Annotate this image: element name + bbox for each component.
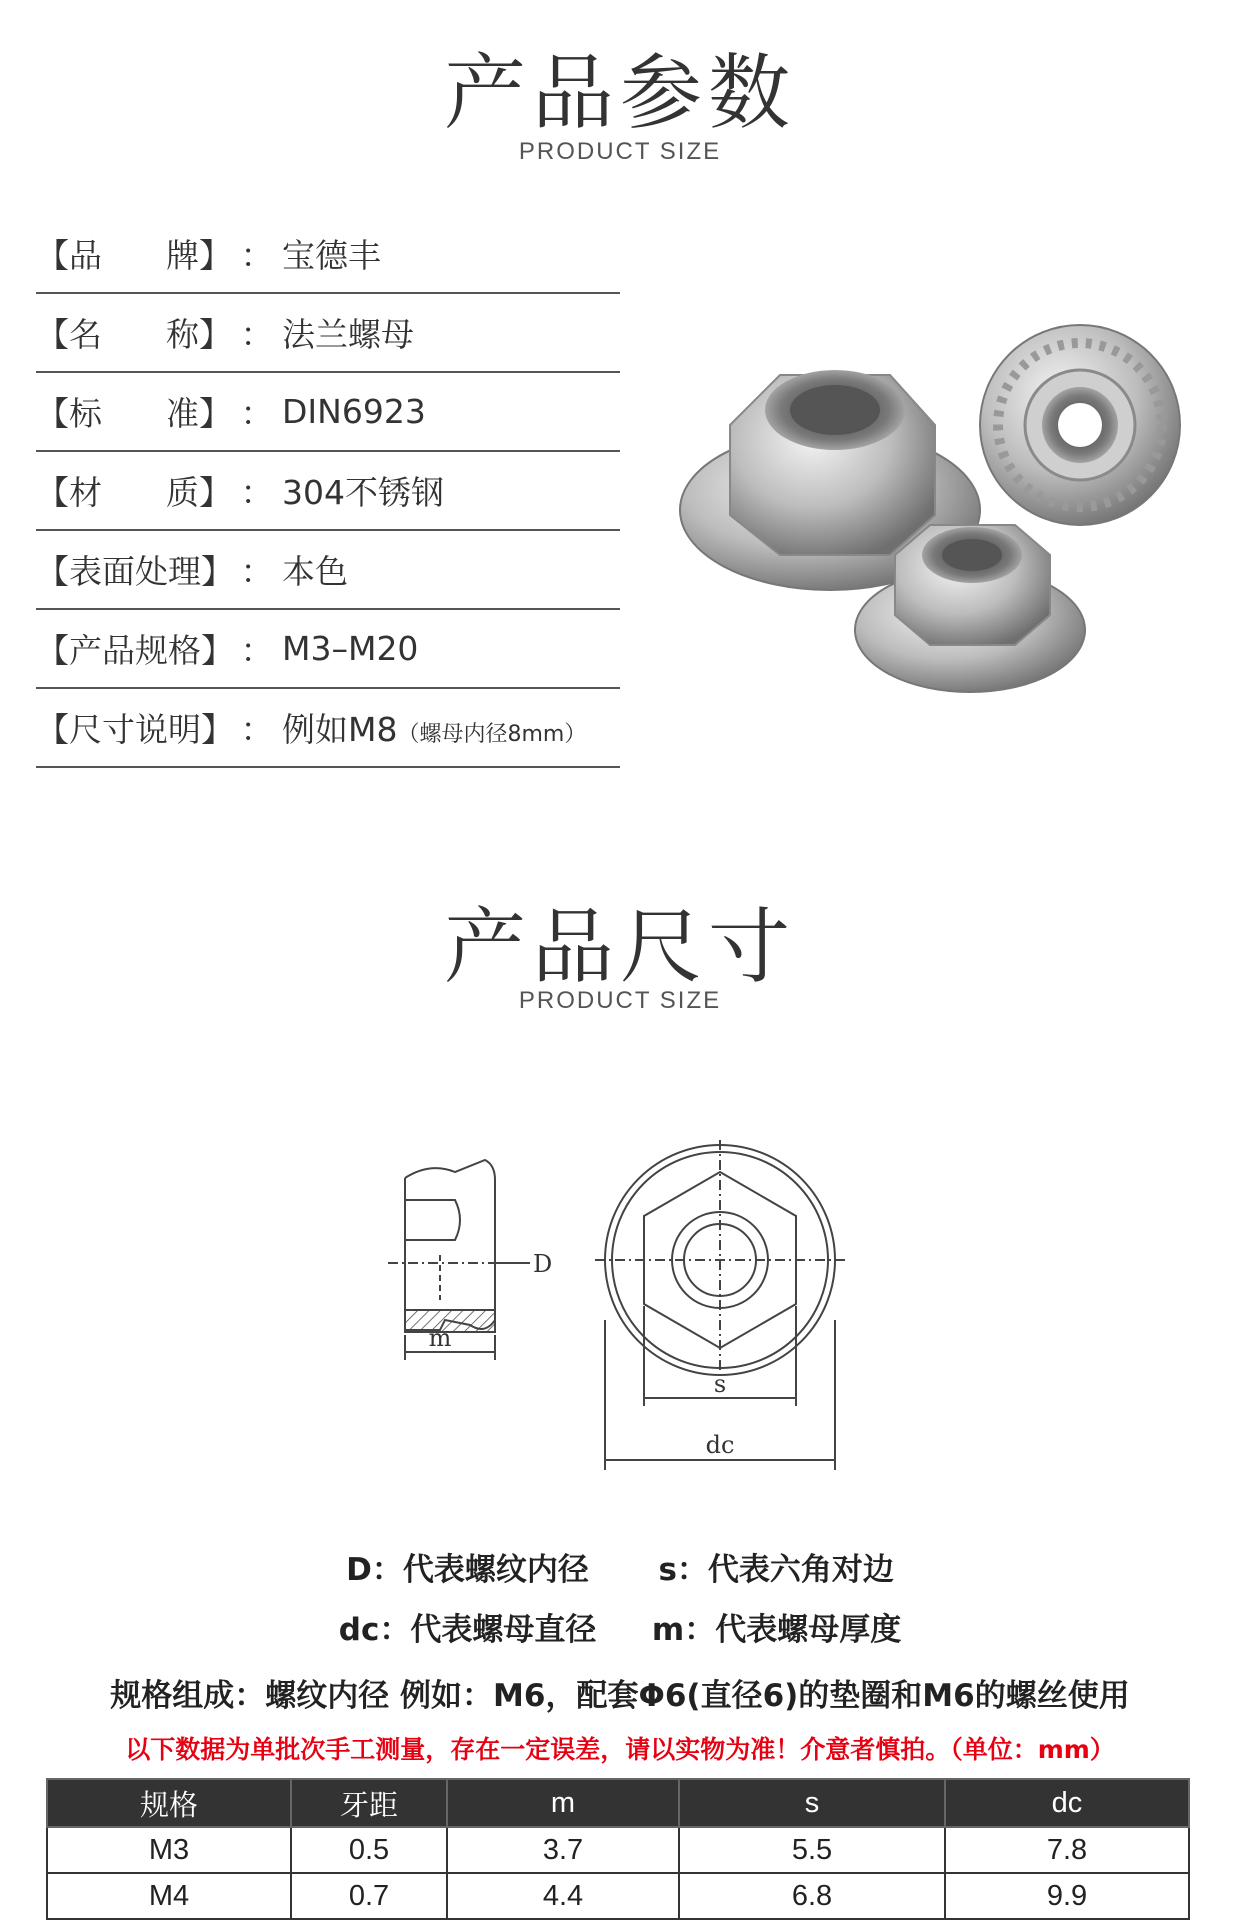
section-title-size: 产品尺寸 (443, 900, 796, 995)
cell-spec: M3 (47, 1827, 291, 1873)
section-subtitle-params: PRODUCT SIZE (518, 138, 722, 165)
param-label (36, 467, 232, 514)
param-row-brand (36, 215, 620, 294)
table-row (47, 1827, 1189, 1873)
header-pitch: 牙距 (291, 1779, 447, 1827)
table-header-row (47, 1779, 1189, 1827)
header-spec: 规格 (47, 1779, 291, 1827)
product-photo (670, 315, 1190, 710)
param-value: 宝德丰 (282, 236, 381, 275)
label-m: m (428, 1324, 452, 1352)
param-label-b: 质】 (166, 473, 232, 512)
param-value (282, 704, 620, 751)
param-label-a: 【产品规格】 (36, 631, 234, 670)
param-value: M3–M20 (282, 629, 419, 668)
param-value: 304不锈钢 (282, 473, 444, 512)
param-label-a: 【尺寸说明】 (36, 710, 234, 749)
legend-line-2 (0, 1604, 1240, 1649)
cell-dc: 9.9 (945, 1873, 1189, 1919)
param-label (36, 625, 232, 672)
legend-D: D：代表螺纹内径 (346, 1552, 589, 1588)
label-dc: dc (705, 1431, 735, 1459)
param-label-a: 【标 (36, 394, 102, 433)
cell-pitch: 0.7 (291, 1873, 447, 1919)
param-row-spec (36, 610, 620, 689)
legend-line-1 (0, 1544, 1240, 1589)
param-label (36, 704, 232, 751)
cell-dc: 7.8 (945, 1827, 1189, 1873)
param-value: DIN6923 (282, 392, 426, 431)
param-label (36, 230, 232, 277)
param-value-note: （螺母内径8mm） (397, 722, 587, 747)
table-row (47, 1873, 1189, 1919)
side-view (388, 1160, 530, 1360)
spec-table (46, 1778, 1190, 1920)
param-row-material (36, 452, 620, 531)
param-label (36, 388, 232, 435)
param-colon: ： (240, 631, 274, 670)
cell-pitch: 0.5 (291, 1827, 447, 1873)
spec-composition: 规格组成：螺纹内径 例如：M6，配套Φ6(直径6)的垫圈和M6的螺丝使用 (110, 1678, 1130, 1714)
param-colon: ： (240, 552, 274, 591)
section-subtitle-size: PRODUCT SIZE (518, 987, 722, 1014)
param-value: 法兰螺母 (282, 315, 414, 354)
cell-m: 4.4 (447, 1873, 679, 1919)
section-title-params: 产品参数 (443, 46, 796, 141)
param-row-surface (36, 531, 620, 610)
param-colon: ： (240, 394, 274, 433)
legend-dc: dc：代表螺母直径 (338, 1612, 597, 1648)
param-colon: ： (240, 473, 274, 512)
technical-drawing (370, 1120, 870, 1510)
cell-m: 3.7 (447, 1827, 679, 1873)
cell-spec: M4 (47, 1873, 291, 1919)
param-colon: ： (240, 315, 274, 354)
param-label-a: 【名 (36, 315, 102, 354)
flange-nut-serrated (980, 325, 1180, 525)
param-row-size-note (36, 689, 620, 768)
param-label-a: 【品 (36, 236, 102, 275)
param-label-b: 称】 (166, 315, 232, 354)
cell-s: 6.8 (679, 1873, 945, 1919)
param-label-b: 牌】 (166, 236, 232, 275)
header-m: m (447, 1779, 679, 1827)
header-dc: dc (945, 1779, 1189, 1827)
param-colon: ： (240, 236, 274, 275)
legend-s: s：代表六角对边 (658, 1552, 894, 1588)
measurement-warning: 以下数据为单批次手工测量，存在一定误差，请以实物为准！介意者慎拍。（单位：mm） (125, 1735, 1115, 1764)
param-label (36, 309, 232, 356)
param-label (36, 546, 232, 593)
top-view (595, 1140, 845, 1470)
param-label-a: 【表面处理】 (36, 552, 234, 591)
label-D: D (533, 1250, 553, 1278)
legend-m: m：代表螺母厚度 (651, 1612, 902, 1648)
header-s: s (679, 1779, 945, 1827)
param-label-a: 【材 (36, 473, 102, 512)
cell-s: 5.5 (679, 1827, 945, 1873)
label-s: s (713, 1370, 727, 1398)
param-colon: ： (240, 710, 274, 749)
param-value: 本色 (282, 552, 348, 591)
param-value-main: 例如M8 (282, 710, 398, 749)
param-row-standard (36, 373, 620, 452)
param-row-name (36, 294, 620, 373)
param-label-b: 准】 (166, 394, 232, 433)
